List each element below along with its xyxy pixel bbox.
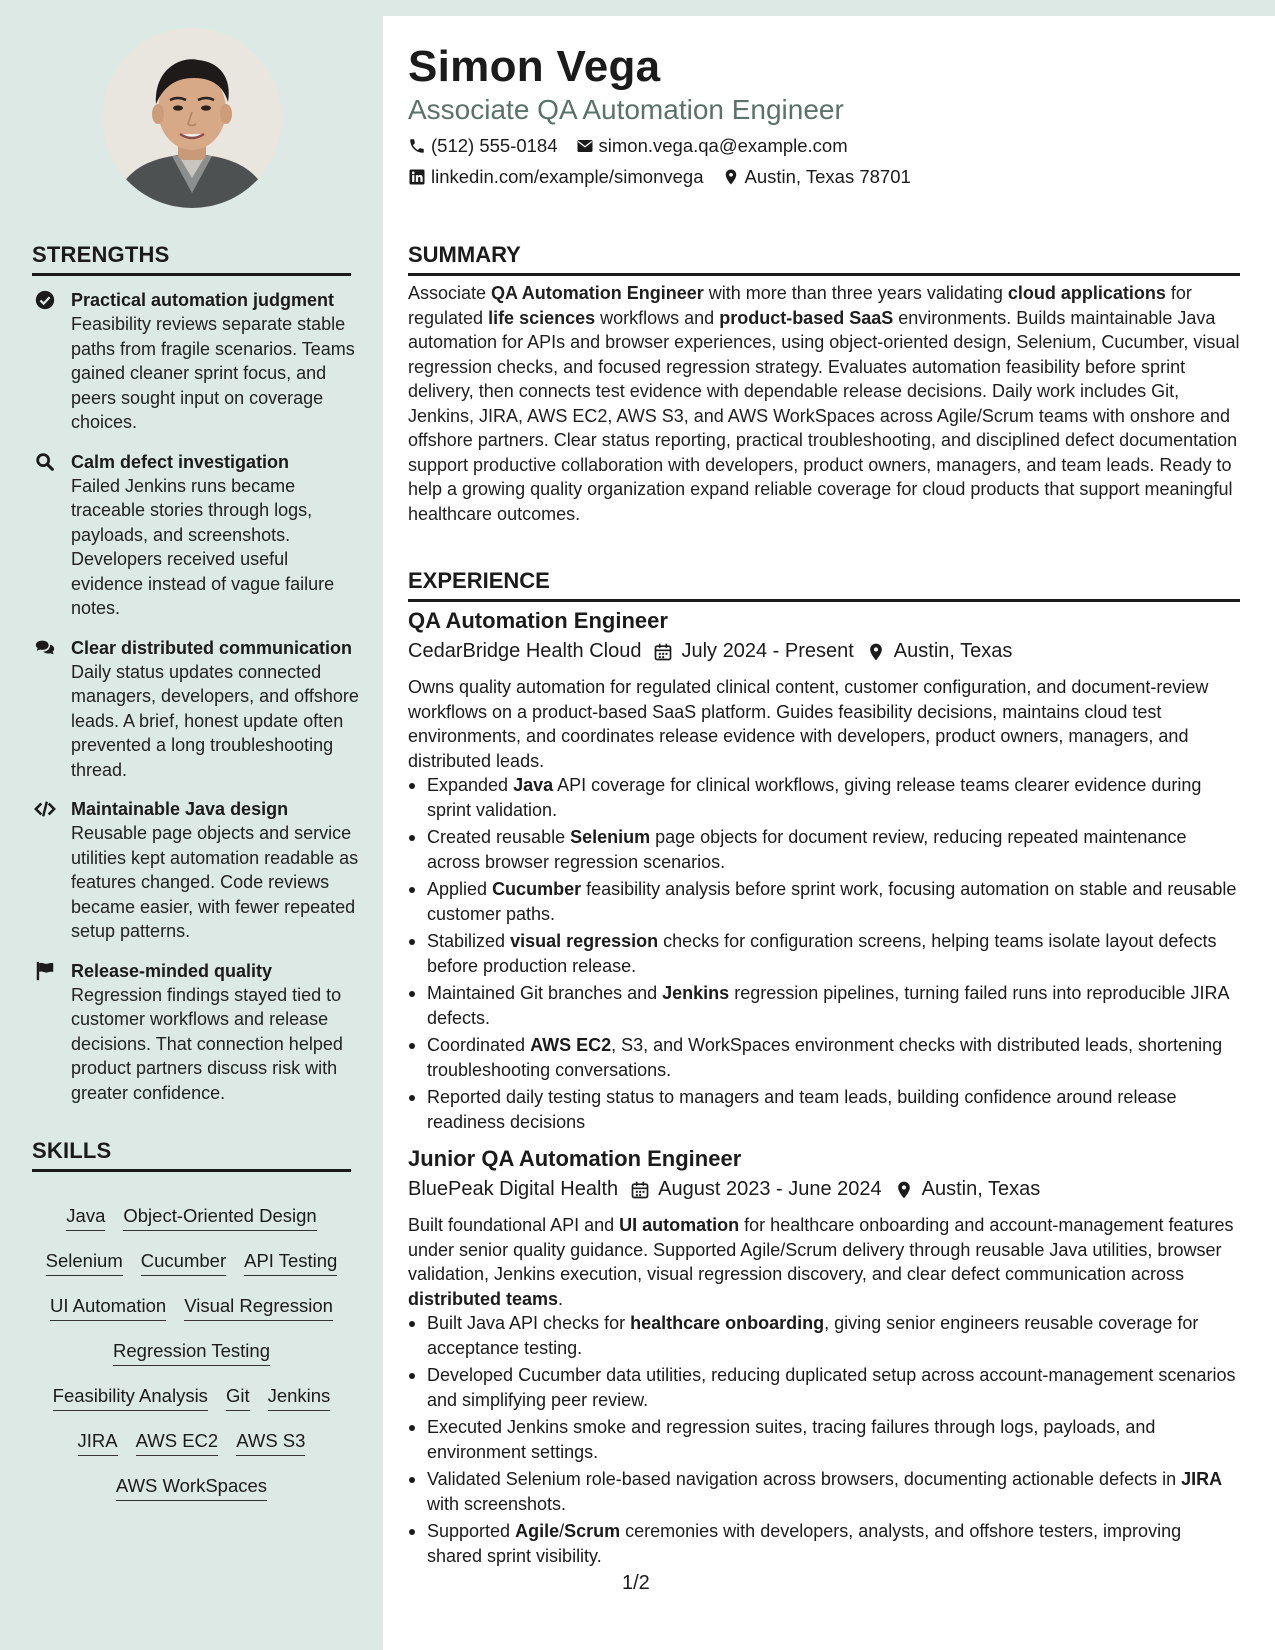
- page-number: 1/2: [622, 1572, 650, 1594]
- text-span: ceremonies with developers, analysts, and offshore testers, improving shared sprint visibility.: [427, 1521, 1182, 1566]
- text-span: with screenshots.: [427, 1493, 567, 1514]
- text-span: Created reusable: [427, 827, 571, 847]
- location-contact: [722, 166, 911, 188]
- skill-tag: API Testing: [244, 1250, 337, 1276]
- job-description: [408, 1213, 1240, 1311]
- text-span: feasibility analysis before sprint work, focusing automation on stable and reusable customer paths.: [427, 879, 1237, 924]
- candidate-name: Simon Vega: [408, 42, 661, 91]
- contact-row-1: [408, 135, 848, 157]
- strength-desc: Failed Jenkins runs became traceable stories through logs, payloads, and screenshots. Developers received useful evidence instead of vague failure notes.: [71, 475, 335, 618]
- bold-text: UI automation: [619, 1215, 740, 1235]
- strength-item: [32, 797, 362, 944]
- bold-text: Jenkins: [662, 983, 730, 1003]
- bold-text: healthcare onboarding: [630, 1313, 825, 1333]
- skill-tag: Visual Regression: [184, 1295, 333, 1321]
- skill-row: [32, 1295, 351, 1340]
- text-span: Executed Jenkins smoke and regression suites, tracing failures through logs, payloads, and environment settings.: [427, 1417, 1156, 1462]
- text-span: page objects for document review, reducing repeated maintenance across browser regression scenarios.: [427, 827, 1187, 872]
- strength-item: [32, 959, 362, 1106]
- bullet-item: [408, 825, 1240, 874]
- text-span: Supported: [427, 1521, 516, 1541]
- flag-icon: [34, 960, 56, 982]
- text-span: Developed Cucumber data utilities, reducing duplicated setup across account-management scenarios and simplifying peer review.: [427, 1365, 1236, 1410]
- job-location-text: Austin, Texas: [921, 1178, 1041, 1200]
- bold-text: Agile: [515, 1521, 560, 1541]
- text-span: Owns quality automation for regulated clinical content, customer configuration, and document-review workflows on a product-based SaaS platform. Guides feasibility decisions, maintains cloud test environments, and coordinates release evidence with developers, product owners, managers, and distributed leads.: [408, 677, 1209, 771]
- skill-row: [32, 1205, 351, 1250]
- bullet-item: [408, 1033, 1240, 1082]
- skill-tag: Selenium: [46, 1250, 123, 1276]
- text-span: Stabilized: [427, 931, 511, 951]
- strength-desc: Regression findings stayed tied to customer workflows and release decisions. That connection helped product partners discuss risk with greater confidence.: [71, 984, 343, 1103]
- strength-desc: Daily status updates connected managers, developers, and offshore leads. A brief, honest update often prevented a long troubleshooting thread.: [71, 661, 359, 780]
- experience-heading: EXPERIENCE: [408, 568, 1240, 602]
- job-title: Junior QA Automation Engineer: [408, 1146, 742, 1171]
- bold-text: Java: [513, 775, 554, 795]
- avatar: [102, 28, 282, 208]
- phone-text: (512) 555-0184: [431, 135, 558, 156]
- job-dates-text: August 2023 - June 2024: [658, 1178, 882, 1200]
- company-name: CedarBridge Health Cloud: [408, 640, 642, 662]
- text-span: .: [558, 1288, 564, 1309]
- map-pin-icon: [866, 642, 886, 662]
- text-span: for regulated: [408, 283, 1192, 328]
- job-location: [866, 640, 1013, 663]
- bullet-item: [408, 981, 1240, 1030]
- bullet-item: [408, 1467, 1240, 1516]
- bullet-item: [408, 773, 1240, 822]
- bullet-item: [408, 1519, 1240, 1568]
- job-meta: [408, 1178, 1040, 1201]
- bold-text: visual regression: [510, 931, 659, 951]
- envelope-icon: [576, 137, 594, 155]
- strength-desc: Feasibility reviews separate stable paths from fragile scenarios. Teams gained cleaner sprint focus, and peers sought input on coverage choices.: [71, 314, 355, 432]
- profile-photo: [102, 28, 282, 208]
- job-location: [894, 1178, 1041, 1201]
- text-span: Applied: [427, 879, 493, 899]
- skills-list: [32, 1205, 351, 1520]
- text-span: Coordinated: [427, 1035, 531, 1055]
- skill-tag: Feasibility Analysis: [53, 1385, 208, 1411]
- job-description: [408, 675, 1240, 773]
- company-name: BluePeak Digital Health: [408, 1178, 619, 1200]
- skill-tag: Git: [226, 1385, 250, 1411]
- skill-tag: Jenkins: [268, 1385, 331, 1411]
- skill-row: [32, 1385, 351, 1430]
- magnifier-icon: [34, 451, 56, 473]
- skill-tag: JIRA: [78, 1430, 118, 1456]
- summary-heading: SUMMARY: [408, 242, 1240, 276]
- text-span: regression pipelines, turning failed runs into reproducible JIRA defects.: [427, 983, 1229, 1028]
- skill-row: [32, 1250, 351, 1295]
- text-span: checks for configuration screens, helping teams isolate layout defects before production release.: [427, 931, 1217, 976]
- skills-heading: SKILLS: [32, 1138, 351, 1172]
- text-span: for healthcare onboarding and account-management features under senior quality guidance. Supported Agile/Scrum delivery through reusable Java utilities, browser validation, Jenkins execution, visual regression discovery, and clear defect communication across: [408, 1215, 1234, 1284]
- text-span: Associate: [408, 283, 492, 303]
- text-span: API coverage for clinical workflows, giving release teams clearer evidence during sprint validation.: [427, 775, 1202, 820]
- skill-row: [32, 1430, 351, 1475]
- text-span: , S3, and WorkSpaces environment checks with distributed leads, shortening troubleshooting conversations.: [427, 1035, 1223, 1080]
- text-span: with more than three years validating: [703, 283, 1008, 303]
- calendar-icon: [630, 1180, 650, 1200]
- bullet-item: [408, 1415, 1240, 1464]
- candidate-title: Associate QA Automation Engineer: [408, 94, 844, 125]
- bold-text: Scrum: [564, 1521, 621, 1541]
- location-text: Austin, Texas 78701: [744, 166, 911, 187]
- job-dates: [630, 1178, 882, 1201]
- bullet-item: [408, 1311, 1240, 1360]
- bold-text: product-based SaaS: [719, 307, 894, 328]
- bullet-item: [408, 877, 1240, 926]
- bold-text: Cucumber: [492, 879, 582, 899]
- check-circle-icon: [34, 289, 56, 311]
- skill-tag: AWS WorkSpaces: [116, 1475, 267, 1501]
- skill-tag: Object-Oriented Design: [123, 1205, 316, 1231]
- strength-desc: Reusable page objects and service utilities kept automation readable as features changed. Code reviews became easier, with fewer repeated setup patterns.: [71, 823, 359, 941]
- bold-text: QA Automation Engineer: [491, 283, 704, 303]
- strength-item: [32, 288, 362, 435]
- strength-title: Practical automation judgment: [71, 290, 335, 310]
- contact-row-2: [408, 166, 911, 188]
- text-span: Reported daily testing status to managers and team leads, building confidence around release readiness decisions: [427, 1087, 1177, 1132]
- text-span: Maintained Git branches and: [427, 983, 663, 1003]
- strengths-heading: STRENGTHS: [32, 242, 351, 276]
- bullet-item: [408, 1085, 1240, 1134]
- bold-text: AWS EC2: [530, 1035, 612, 1055]
- text-span: workflows and: [595, 307, 720, 328]
- strength-title: Clear distributed communication: [71, 637, 353, 658]
- map-pin-icon: [722, 168, 740, 186]
- top-band: [383, 0, 1275, 16]
- text-span: Validated Selenium role-based navigation across browsers, documenting actionable defects in: [427, 1469, 1182, 1489]
- job-bullets: [408, 773, 1240, 1137]
- bold-text: life sciences: [488, 307, 596, 328]
- bold-text: cloud applications: [1007, 283, 1166, 303]
- job-title: QA Automation Engineer: [408, 608, 668, 633]
- strength-item: [32, 636, 362, 783]
- email-contact[interactable]: [576, 135, 848, 157]
- skill-row: [32, 1475, 351, 1520]
- linkedin-icon: [408, 168, 426, 186]
- strength-title: Maintainable Java design: [71, 799, 289, 819]
- skill-tag: Java: [66, 1205, 105, 1231]
- job-bullets: [408, 1311, 1240, 1571]
- strength-title: Calm defect investigation: [71, 451, 290, 472]
- job-location-text: Austin, Texas: [893, 640, 1013, 662]
- strength-item: [32, 450, 362, 621]
- strength-title: Release-minded quality: [71, 960, 273, 981]
- job-meta: [408, 640, 1012, 663]
- job-dates: [653, 640, 853, 663]
- skill-tag: Cucumber: [141, 1250, 226, 1276]
- text-span: environments. Builds maintainable Java automation for APIs and browser experiences, using object-oriented design, Selenium, Cucumber, visual regression checks, and focused regression strategy. Evaluates automation feasibility before sprint delivery, then connects test evidence with dependable release decisions. Daily work includes Git, Jenkins, JIRA, AWS EC2, AWS S3, and AWS WorkSpaces across Agile/Scrum teams with onshore and offshore partners. Clear status reporting, practical troubleshooting, and disciplined defect documentation support productive collaboration with developers, product owners, managers, and team leads. Ready to help a growing quality organization expand reliable coverage for cloud products that support meaningful healthcare outcomes.: [408, 307, 1240, 524]
- linkedin-text[interactable]: linkedin.com/example/simonvega: [431, 166, 704, 187]
- bold-text: distributed teams: [408, 1288, 559, 1309]
- skill-tag: UI Automation: [50, 1295, 166, 1321]
- summary-text: [408, 281, 1240, 526]
- bold-text: JIRA: [1181, 1469, 1223, 1489]
- email-text[interactable]: simon.vega.qa@example.com: [598, 135, 848, 156]
- code-icon: [34, 798, 56, 820]
- skill-tag: Regression Testing: [113, 1340, 270, 1366]
- text-span: /: [559, 1521, 565, 1541]
- skill-row: [32, 1340, 351, 1385]
- strengths-list: [32, 288, 362, 1120]
- phone-contact: [408, 135, 558, 157]
- linkedin-contact[interactable]: [408, 166, 704, 188]
- bold-text: Selenium: [570, 827, 651, 847]
- text-span: Built foundational API and: [408, 1215, 620, 1235]
- text-span: Built Java API checks for: [427, 1313, 631, 1333]
- job-dates-text: July 2024 - Present: [681, 640, 854, 662]
- bullet-item: [408, 1363, 1240, 1412]
- skill-tag: AWS EC2: [136, 1430, 219, 1456]
- map-pin-icon: [894, 1180, 914, 1200]
- text-span: , giving senior engineers reusable coverage for acceptance testing.: [427, 1313, 1199, 1358]
- chat-bubbles-icon: [34, 637, 56, 659]
- calendar-icon: [653, 642, 673, 662]
- phone-icon: [408, 137, 426, 155]
- skill-tag: AWS S3: [236, 1430, 305, 1456]
- text-span: Expanded: [427, 775, 514, 795]
- bullet-item: [408, 929, 1240, 978]
